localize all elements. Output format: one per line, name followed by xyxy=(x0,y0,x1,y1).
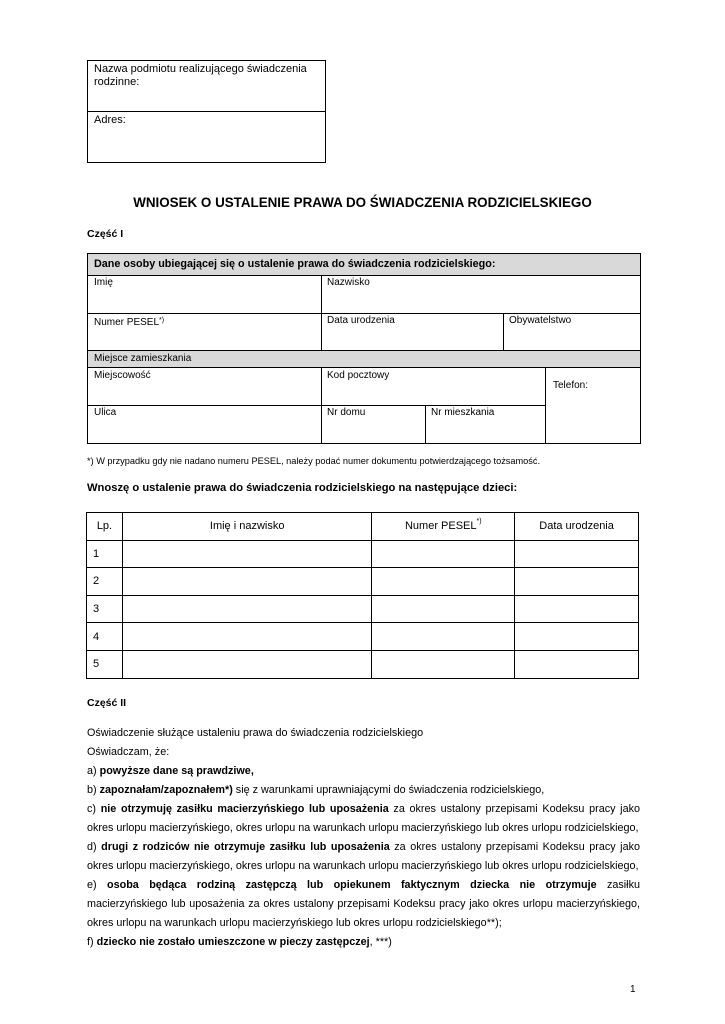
row-number: 3 xyxy=(87,595,123,623)
declaration-item-f: f) dziecko nie zostało umieszczone w pieczy zastępczej, ***) xyxy=(87,936,392,948)
pesel-field[interactable] xyxy=(94,317,164,329)
surname-field[interactable]: Nazwisko xyxy=(327,277,370,288)
child-birth-cell[interactable] xyxy=(515,623,639,651)
page-number: 1 xyxy=(630,984,636,995)
row-number: 2 xyxy=(87,568,123,596)
table-row xyxy=(87,540,639,568)
entity-address-label: Adres: xyxy=(94,114,126,126)
row-number: 1 xyxy=(87,540,123,568)
child-pesel-cell[interactable] xyxy=(372,540,515,568)
part1-label: Część I xyxy=(87,228,124,240)
table-row xyxy=(87,595,639,623)
child-name-cell[interactable] xyxy=(122,623,371,651)
declaration-item-c: c) nie otrzymuję zasiłku macierzyńskiego lub uposażenia za okres ustalony przepisami Kodeksu pracy jako okres urlopu macierzyńskiego, okres urlopu na warunkach urlopu macierzyńskiego lub okres urlopu rodzicielskiego, xyxy=(87,803,640,834)
child-pesel-cell[interactable] xyxy=(372,650,515,678)
col-birth: Data urodzenia xyxy=(515,513,639,541)
flat-number-field[interactable]: Nr mieszkania xyxy=(431,407,495,418)
col-pesel-mark: *) xyxy=(476,518,482,526)
child-birth-cell[interactable] xyxy=(515,540,639,568)
child-name-cell[interactable] xyxy=(122,595,371,623)
postal-code-field[interactable]: Kod pocztowy xyxy=(327,370,390,381)
children-intro: Wnoszę o ustalenie prawa do świadczenia rodzicielskiego na następujące dzieci: xyxy=(87,482,518,494)
pesel-label: Numer PESEL xyxy=(94,317,160,328)
declaration-item-b: b) zapoznałam/zapoznałem*) się z warunkami uprawniającymi do świadczenia rodzicielskiego, xyxy=(87,784,545,796)
residence-heading: Miejsce zamieszkania xyxy=(94,353,192,364)
pesel-footnote-mark: *) xyxy=(159,317,165,324)
child-birth-cell[interactable] xyxy=(515,650,639,678)
declaration-item-e: e) osoba będąca rodziną zastępczą lub opiekunem faktycznym dziecka nie otrzymuje zasiłku macierzyńskiego lub uposażenia za okres ustalony przepisami Kodeksu pracy jako okres urlopu macierzyńskiego, okres urlopu na warunkach urlopu macierzyńskiego lub okres urlopu rodzicielskiego**); xyxy=(87,879,640,929)
birth-date-field[interactable]: Data urodzenia xyxy=(327,315,395,326)
col-lp: Lp. xyxy=(87,513,123,541)
declaration-item-a: a) powyższe dane są prawdziwe, xyxy=(87,765,254,777)
applicant-table xyxy=(87,253,641,444)
pesel-footnote: *) W przypadku gdy nie nadano numeru PESEL, należy podać numer dokumentu potwierdzającego tożsamość. xyxy=(87,456,540,466)
applicant-table-heading: Dane osoby ubiegającej się o ustalenie prawa do świadczenia rodzicielskiego: xyxy=(94,258,496,270)
row-number: 5 xyxy=(87,650,123,678)
col-name: Imię i nazwisko xyxy=(122,513,371,541)
document-title: WNIOSEK O USTALENIE PRAWA DO ŚWIADCZENIA RODZICIELSKIEGO xyxy=(133,195,592,210)
declaration-intro: Oświadczenie służące ustaleniu prawa do świadczenia rodzicielskiego xyxy=(87,727,424,739)
col-pesel xyxy=(372,513,515,541)
entity-name-field[interactable] xyxy=(88,61,325,112)
children-table xyxy=(86,512,639,679)
children-table-header xyxy=(87,513,639,541)
table-row xyxy=(87,568,639,596)
child-pesel-cell[interactable] xyxy=(372,623,515,651)
entity-box xyxy=(87,60,326,163)
declaration xyxy=(87,724,640,952)
entity-address-field[interactable] xyxy=(88,112,325,129)
child-pesel-cell[interactable] xyxy=(372,568,515,596)
child-name-cell[interactable] xyxy=(122,540,371,568)
first-name-field[interactable]: Imię xyxy=(94,277,113,288)
house-number-field[interactable]: Nr domu xyxy=(327,407,366,418)
row-number: 4 xyxy=(87,623,123,651)
child-pesel-cell[interactable] xyxy=(372,595,515,623)
declaration-item-d: d) drugi z rodziców nie otrzymuje zasiłku lub uposażenia za okres ustalony przepisami Kodeksu pracy jako okres urlopu macierzyńskiego, okres urlopu na warunkach urlopu macierzyńskiego lub okres urlopu rodzicielskiego, xyxy=(87,841,640,872)
street-field[interactable]: Ulica xyxy=(94,407,117,418)
phone-field[interactable]: Telefon: xyxy=(553,380,589,391)
col-pesel-label: Numer PESEL xyxy=(404,520,477,533)
citizenship-field[interactable]: Obywatelstwo xyxy=(509,315,572,326)
table-row xyxy=(87,623,639,651)
declaration-lead: Oświadczam, że: xyxy=(87,746,170,758)
entity-name-label: Nazwa podmiotu realizującego świadczenia rodzinne: xyxy=(94,63,307,88)
child-name-cell[interactable] xyxy=(122,650,371,678)
child-name-cell[interactable] xyxy=(122,568,371,596)
table-row xyxy=(87,650,639,678)
part2-label: Część II xyxy=(87,697,127,709)
child-birth-cell[interactable] xyxy=(515,568,639,596)
child-birth-cell[interactable] xyxy=(515,595,639,623)
city-field[interactable]: Miejscowość xyxy=(94,370,151,381)
